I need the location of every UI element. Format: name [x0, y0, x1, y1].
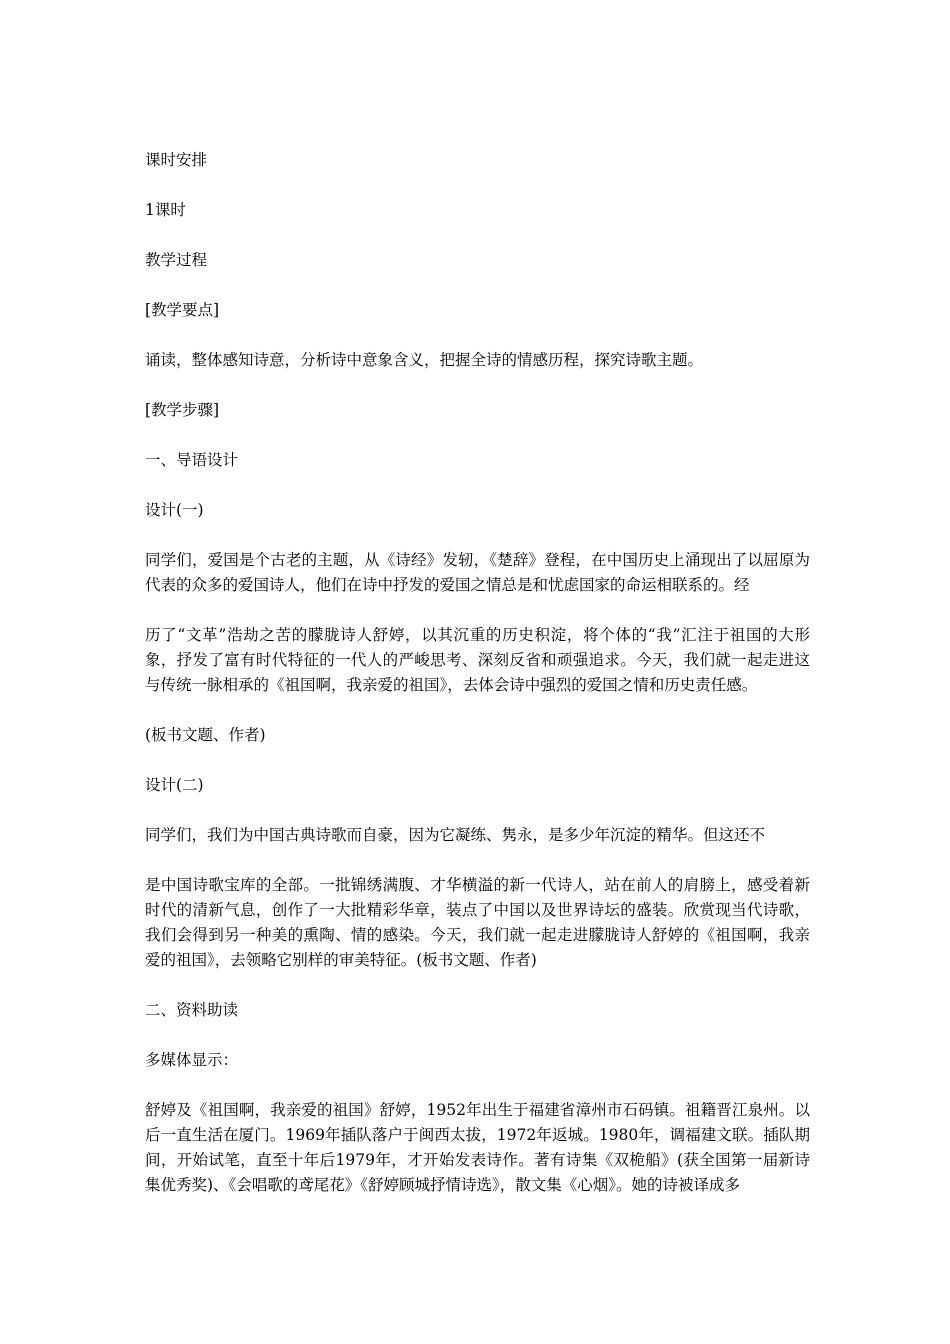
- heading-reference-reading: 二、资料助读: [145, 1001, 239, 1019]
- document-body: [145, 148, 810, 1223]
- design-1-paragraph-1: 同学们，爱国是个古老的主题，从《诗经》发轫，《楚辞》登程，在中国历史上涌现出了以屈原为代表的众多的爱国诗人，他们在诗中抒发的爱国之情总是和忧虑国家的命运相联系的。经: [145, 551, 810, 594]
- schedule-value: 1课时: [145, 201, 186, 219]
- board-note-1: (板书文题、作者): [145, 726, 266, 744]
- heading-design-1: 设计(一): [145, 501, 204, 519]
- teaching-points-text: 诵读，整体感知诗意，分析诗中意象含义，把握全诗的情感历程，探究诗歌主题。: [145, 351, 704, 369]
- heading-schedule: 课时安排: [145, 151, 208, 169]
- design-2-paragraph-1: 同学们，我们为中国古典诗歌而自豪，因为它凝练、隽永，是多少年沉淀的精华。但这还不: [145, 826, 766, 844]
- heading-intro-design: 一、导语设计: [145, 451, 239, 469]
- multimedia-label: 多媒体显示：: [145, 1051, 239, 1069]
- heading-teaching-steps: [教学步骤]: [145, 401, 220, 419]
- author-bio-paragraph: 舒婷及《祖国啊，我亲爱的祖国》舒婷，1952年出生于福建省漳州市石码镇。祖籍晋江泉州。以后一直生活在厦门。1969年插队落户于闽西太拔，1972年返城。1980年，调福建文联。插队期间，开始试笔，直至十年后1979年，才开始发表诗作。著有诗集《双桅船》(获全国第一届新诗集优秀奖)、《会唱歌的鸢尾花》《舒婷顾城抒情诗选》，散文集《心烟》。她的诗被译成多: [145, 1101, 810, 1194]
- design-2-paragraph-2: 是中国诗歌宝库的全部。一批锦绣满腹、才华横溢的新一代诗人，站在前人的肩膀上，感受着新时代的清新气息，创作了一大批精彩华章，装点了中国以及世界诗坛的盛装。欣赏现当代诗歌，我们会得到另一种美的熏陶、情的感染。今天，我们就一起走进朦胧诗人舒婷的《祖国啊，我亲爱的祖国》，去领略它别样的审美特征。(板书文题、作者): [145, 876, 810, 969]
- design-1-paragraph-2: 历了“文革”浩劫之苦的朦胧诗人舒婷，以其沉重的历史积淀，将个体的“我”汇注于祖国的大形象，抒发了富有时代特征的一代人的严峻思考、深刻反省和顽强追求。今天，我们就一起走进这与传统一脉相承的《祖国啊，我亲爱的祖国》，去体会诗中强烈的爱国之情和历史责任感。: [145, 626, 810, 694]
- heading-teaching-points: [教学要点]: [145, 301, 220, 319]
- heading-teaching-process: 教学过程: [145, 251, 208, 269]
- heading-design-2: 设计(二): [145, 776, 204, 794]
